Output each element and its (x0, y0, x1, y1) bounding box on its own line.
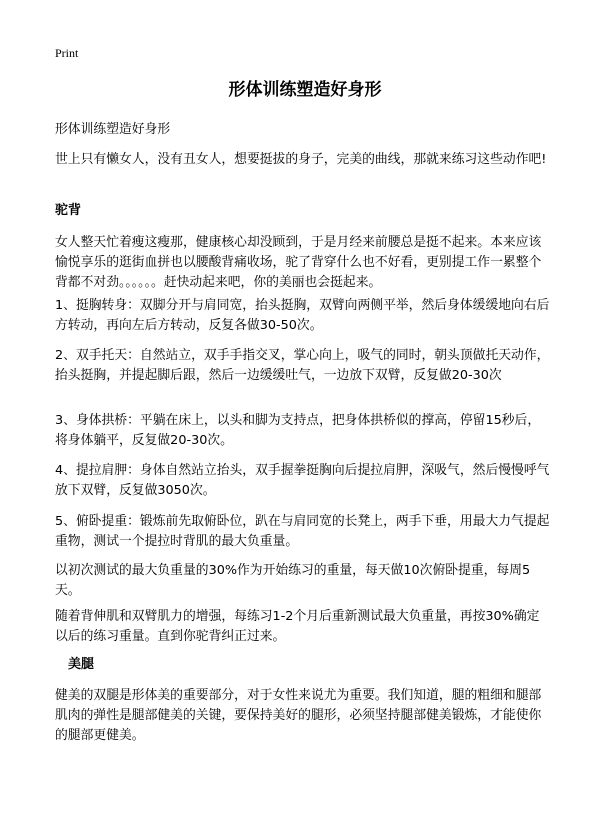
exercise-bridge: 3、身体拱桥：平躺在床上，以头和脚为支持点，把身体拱桥似的撑高，停留15秒后，将身体躺平，反复做20-30次。 (55, 413, 541, 448)
intro-paragraph: 世上只有懒女人，没有丑女人，想要挺拔的身子，完美的曲线，那就来练习这些动作吧! (55, 152, 547, 167)
section-heading-hunchback: 驼背 (55, 203, 82, 218)
print-link[interactable]: Print (55, 46, 79, 60)
section-heading-legs: 美腿 (68, 657, 95, 672)
exercise-prone-lift: 5、俯卧提重：锻炼前先取俯卧位，趴在与肩同宽的长凳上，两手下垂，用最大力气提起重物，测试一个提拉时背肌的最大负重量。 (55, 514, 550, 549)
exercise-chest-turn: 1、挺胸转身：双脚分开与肩同宽，抬头挺胸，双臂向两侧平举，然后身体缓缓地向右后方转动，再向左后方转动，反复各做30-50次。 (55, 298, 550, 333)
exercise-hands-up: 2、双手托天：自然站立，双手手指交叉，掌心向上，吸气的同时，朝头顶做托天动作，抬头挺胸，并提起脚后跟，然后一边缓缓吐气，一边放下双臂，反复做20-30次 (55, 348, 550, 383)
page-title: 形体训练塑造好身形 (228, 80, 382, 100)
article-subtitle: 形体训练塑造好身形 (55, 122, 171, 137)
progression-paragraph: 随着背伸肌和双臂肌力的增强，每练习1-2个月后重新测试最大负重量，再按30%确定以后的练习重量。直到你驼背纠正过来。 (55, 609, 540, 644)
legs-paragraph: 健美的双腿是形体美的重要部分，对于女性来说尤为重要。我们知道，腿的粗细和腿部肌肉的弹性是腿部健美的关键，要保持美好的腿形，必须坚持腿部健美锻炼，才能使你的腿部更健美。 (55, 688, 542, 743)
hunchback-paragraph: 女人整天忙着瘦这瘦那，健康核心却没顾到，于是月经来前腰总是挺不起来。本来应该愉悦享乐的逛街血拼也以腰酸背痛收场，驼了背穿什么也不好看，更别提工作一累整个背都不对劲。。。。。。赶快动起来吧，你的美丽也会挺起来。 (55, 235, 542, 290)
exercise-shoulder-lift: 4、提拉肩胛：身体自然站立抬头，双手握拳挺胸向后提拉肩胛，深吸气，然后慢慢呼气放下双臂，反复做3050次。 (55, 463, 550, 498)
training-plan-paragraph: 以初次测试的最大负重量的30%作为开始练习的重量，每天做10次俯卧提重，每周5天。 (55, 563, 531, 598)
